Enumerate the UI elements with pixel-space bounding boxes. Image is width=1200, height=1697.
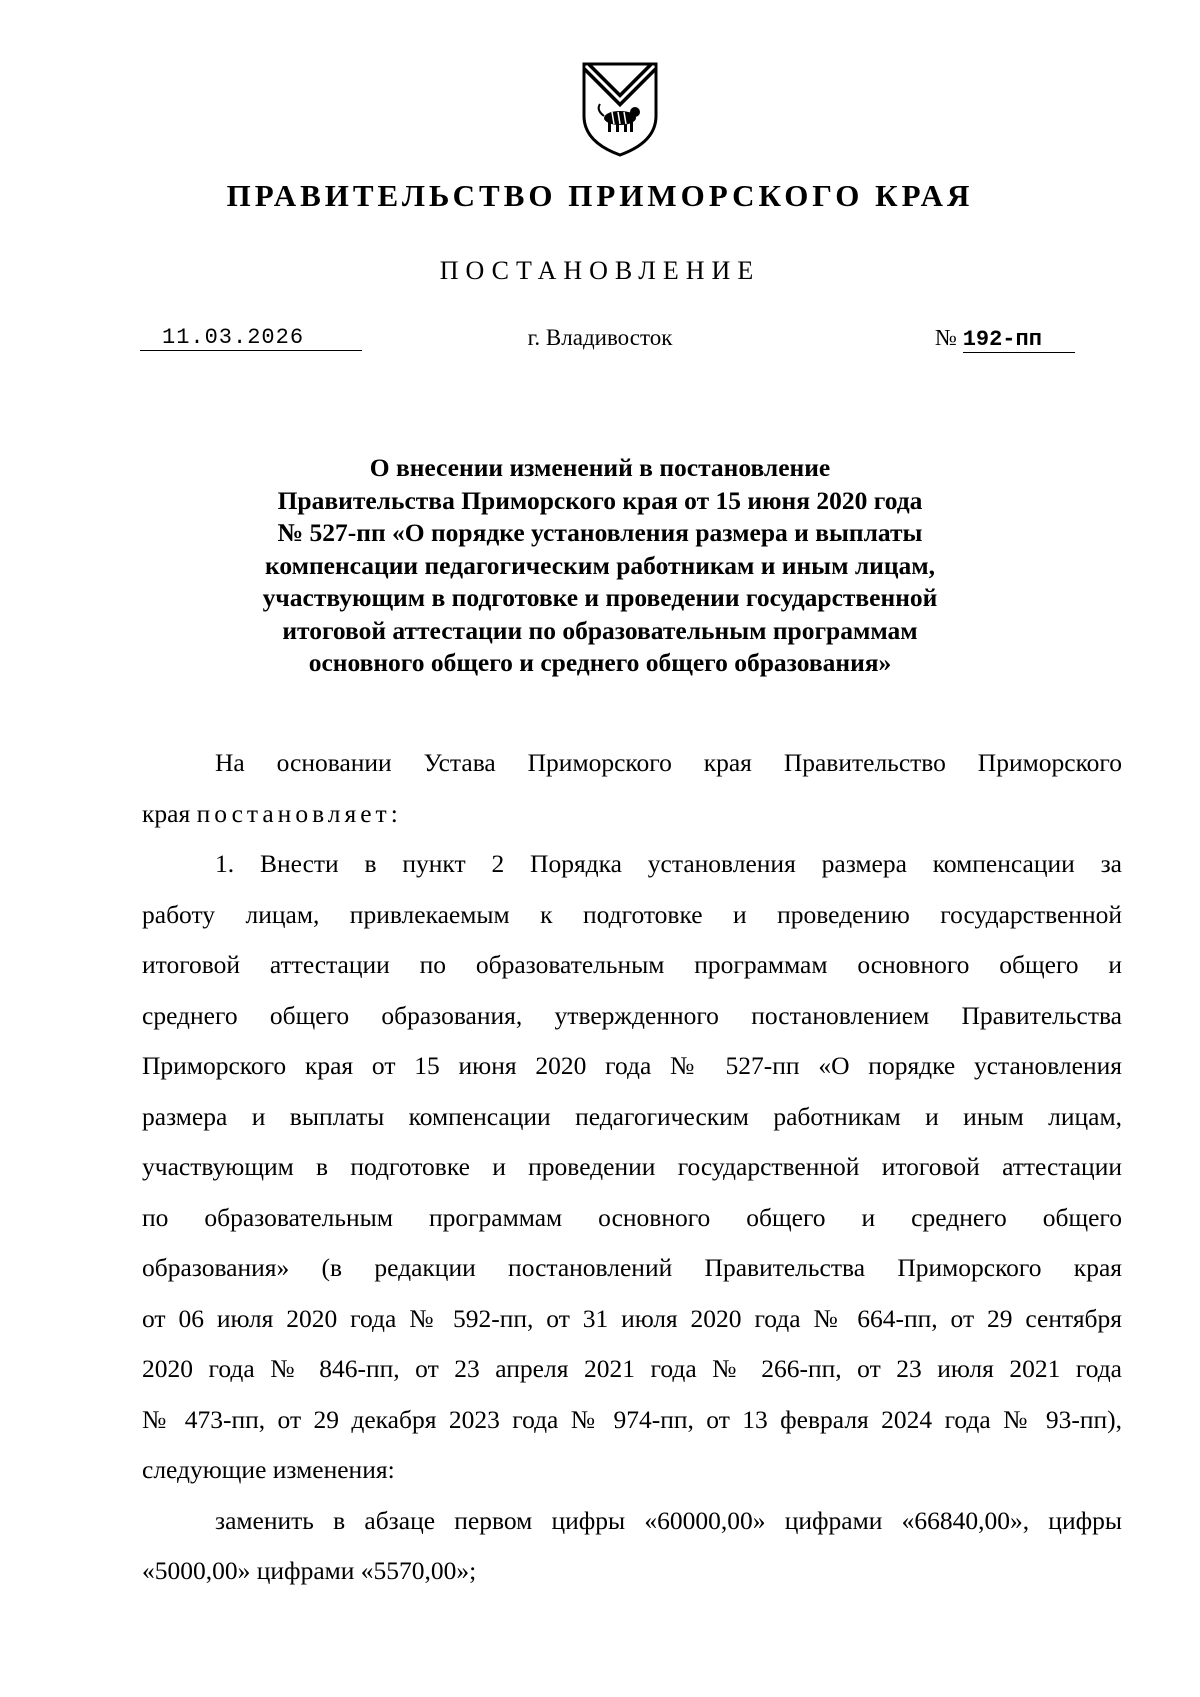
document-type: ПОСТАНОВЛЕНИЕ	[439, 256, 761, 285]
government-title: ПРАВИТЕЛЬСТВО ПРИМОРСКОГО КРАЯ	[226, 178, 974, 213]
document-date: 11.03.2026	[140, 325, 362, 351]
subject-line: итоговой аттестации по образовательным программам	[282, 615, 918, 645]
item-1-line: образования» (в редакции постановлений Правительства Приморского края	[142, 1253, 1122, 1282]
item-1-line: № 473-пп, от 29 декабря 2023 года № 974-пп, от 13 февраля 2024 года № 93-пп),	[142, 1404, 1122, 1434]
item-1-line: следующие изменения:	[142, 1455, 395, 1484]
number-sign: №	[935, 325, 957, 350]
item-1-line: работу лицам, привлекаемым к подготовке и проведению государственной	[142, 899, 1122, 929]
preamble-line: На основании Устава Приморского края Правительство Приморского	[215, 748, 1122, 777]
document-meta	[0, 325, 1200, 365]
document-city: г. Владивосток	[527, 325, 673, 350]
change-line: заменить в абзаце первом цифры «60000,00» цифрами «66840,00», цифры	[215, 1505, 1122, 1535]
subject-line: № 527-пп «О порядке установления размера и выплаты	[277, 518, 923, 547]
item-1-line: по образовательным программам основного общего и среднего общего	[142, 1202, 1122, 1232]
item-1-line: 1. Внести в пункт 2 Порядка установления размера компенсации за	[215, 849, 1122, 878]
subject-line: О внесении изменений в постановление	[369, 453, 831, 482]
document-number	[935, 325, 1075, 353]
item-1-line: от 06 июля 2020 года № 592-пп, от 31 июля 2020 года № 664-пп, от 29 сентября	[142, 1303, 1122, 1333]
item-1-line: 2020 года № 846-пп, от 23 апреля 2021 года № 266-пп, от 23 июля 2021 года	[142, 1354, 1122, 1383]
preamble-keyword: постановляет:	[196, 798, 402, 828]
item-1-line: размера и выплаты компенсации педагогическим работникам и иным лицам,	[142, 1101, 1122, 1131]
document-body	[142, 745, 1122, 1604]
item-1-line: Приморского края от 15 июня 2020 года № 527-пп «О порядке установления	[142, 1051, 1122, 1080]
change-line: «5000,00» цифрами «5570,00»;	[142, 1556, 477, 1585]
subject-line: Правительства Приморского края от 15 июня 2020 года	[277, 485, 923, 515]
item-1-line: участвующим в подготовке и проведении государственной итоговой аттестации	[142, 1152, 1122, 1181]
document-number-value: 192-пп	[963, 327, 1075, 353]
subject-line: основного общего и среднего общего образования»	[308, 648, 892, 677]
item-1-line: среднего общего образования, утвержденного постановлением Правительства	[142, 1000, 1122, 1030]
item-1-line: итоговой аттестации по образовательным программам основного общего и	[142, 950, 1122, 979]
preamble-line	[142, 796, 1122, 847]
preamble-start: края	[142, 798, 191, 828]
subject-line: компенсации педагогическим работникам и иным лицам,	[264, 550, 936, 580]
document-subject	[0, 452, 1200, 680]
primorsky-krai-coat-of-arms-icon	[580, 60, 660, 158]
subject-line: участвующим в подготовке и проведении государственной	[262, 583, 938, 612]
